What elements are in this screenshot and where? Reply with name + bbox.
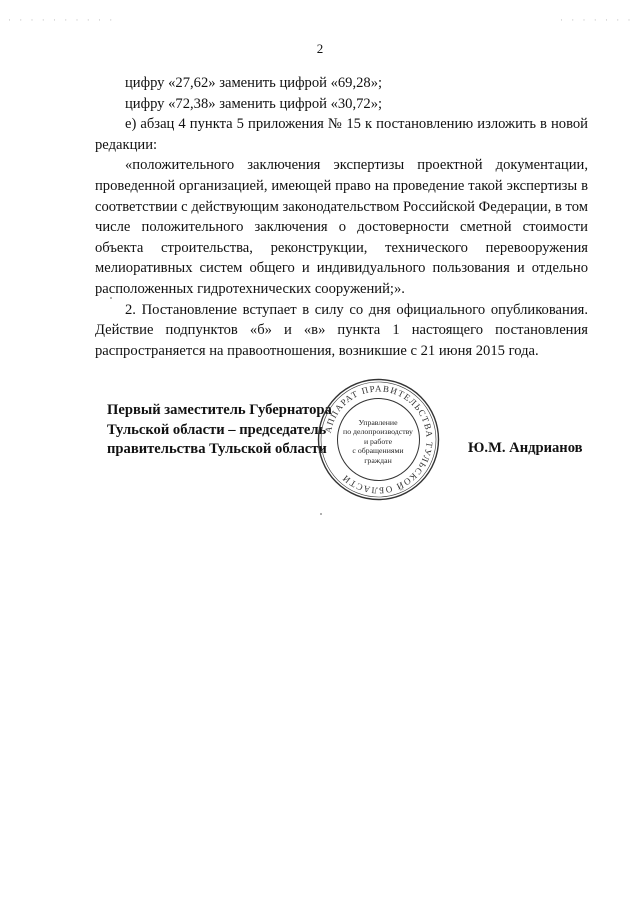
seal-center-line: и работе	[363, 436, 393, 446]
signatory-title-line: правительства Тульской области	[107, 441, 327, 457]
paragraph-quote: «положительного заключения экспертизы проектной документации, проведенной организацией, имеющей право на проведение такой экспертизы в соответствии с действующим законодательством Российской Федерации, в том числе положительного заключения о достоверности сметной стоимости объекта строительства, реконструкции, технического перевооружения мелиоративных систем общего и индивидуального пользования и отдельно расположенных гидротехнических сооружений;».	[95, 157, 588, 297]
page-number: 2	[316, 41, 324, 56]
scan-dot	[110, 297, 112, 299]
paragraph: 2. Постановление вступает в силу со дня официального опубликования. Действие подпунктов «б» и «в» пункта 1 настоящего постановления распространяется на правоотношения, возникшие с 21 июня 2015 года.	[95, 301, 588, 359]
seal-ring-text: АППАРАТ ПРАВИТЕЛЬСТВА ТУЛЬСКОЙ ОБЛАСТИ	[322, 383, 435, 496]
scan-dot	[320, 513, 322, 515]
signatory-title-line: Первый заместитель Губернатора	[107, 402, 332, 418]
signatory-title-line: Тульской области – председатель	[107, 421, 327, 438]
paragraph: цифру «27,62» заменить цифрой «69,28»;	[125, 75, 383, 91]
signatory-name: Ю.М. Андрианов	[468, 440, 583, 456]
scan-artifact-right: · · · · · · ·	[560, 15, 634, 25]
seal-center-line: по делопроизводству	[343, 427, 413, 437]
scan-artifact-left: · · · · · · · · · ·	[8, 15, 116, 25]
seal-center-text	[330, 418, 426, 465]
seal-center-line: с обращениями	[352, 446, 404, 456]
paragraph: цифру «72,38» заменить цифрой «30,72»;	[125, 95, 383, 112]
paragraph: е) абзац 4 пункта 5 приложения № 15 к постановлению изложить в новой редакции:	[95, 116, 588, 153]
document-body	[95, 73, 588, 361]
seal-center-line: Управление	[358, 418, 398, 427]
seal-center-line: граждан	[364, 455, 392, 465]
